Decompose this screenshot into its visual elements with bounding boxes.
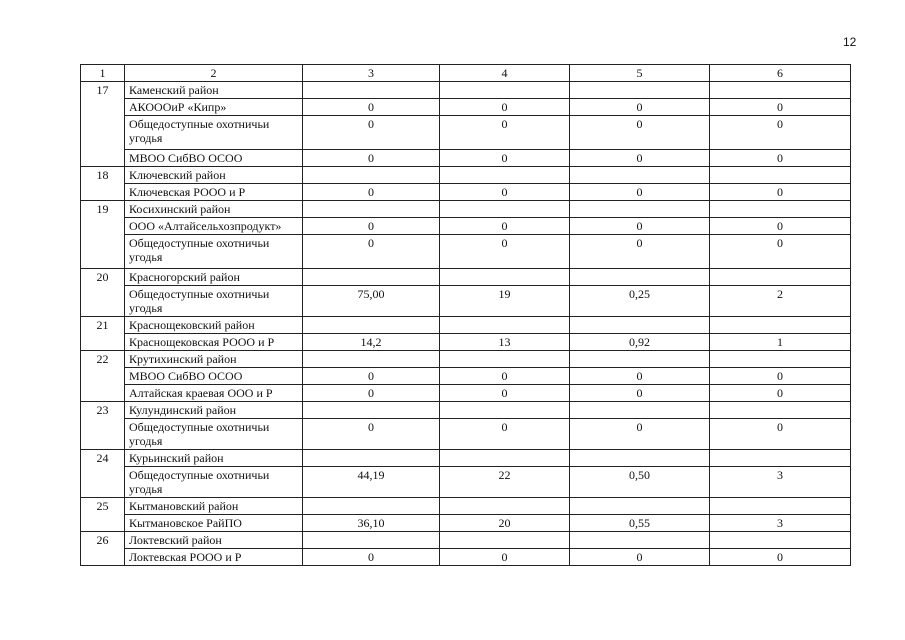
- value-cell-c4: 0: [440, 99, 570, 116]
- empty-cell: [303, 532, 440, 549]
- value-cell-c5: 0,50: [570, 467, 710, 498]
- value-cell-c6: 1: [710, 334, 851, 351]
- empty-cell: [440, 450, 570, 467]
- table-row: [81, 368, 851, 385]
- value-cell-c4: 0: [440, 549, 570, 566]
- value-cell-c5: 0: [570, 218, 710, 235]
- value-cell-c4: 20: [440, 515, 570, 532]
- column-header: 3: [303, 65, 440, 82]
- district-row: [81, 402, 851, 419]
- district-row: [81, 82, 851, 99]
- empty-cell: [710, 317, 851, 334]
- empty-cell: [570, 82, 710, 99]
- column-header: 1: [81, 65, 125, 82]
- organization-name: Общедоступные охотничьи угодья: [125, 467, 303, 498]
- value-cell-c5: 0: [570, 99, 710, 116]
- empty-cell: [710, 402, 851, 419]
- table-row: [81, 334, 851, 351]
- value-cell-c5: 0: [570, 116, 710, 150]
- empty-cell: [303, 201, 440, 218]
- district-row: [81, 351, 851, 368]
- row-number: 18: [81, 167, 125, 201]
- district-name: Локтевский район: [125, 532, 303, 549]
- organization-name: Локтевская РООО и Р: [125, 549, 303, 566]
- value-cell-c3: 0: [303, 385, 440, 402]
- empty-cell: [303, 82, 440, 99]
- value-cell-c6: 3: [710, 467, 851, 498]
- table-row: [81, 150, 851, 167]
- district-row: [81, 167, 851, 184]
- empty-cell: [570, 450, 710, 467]
- value-cell-c3: 0: [303, 99, 440, 116]
- value-cell-c3: 0: [303, 184, 440, 201]
- empty-cell: [570, 317, 710, 334]
- column-header: 4: [440, 65, 570, 82]
- value-cell-c4: 0: [440, 419, 570, 450]
- empty-cell: [570, 269, 710, 286]
- value-cell-c6: 0: [710, 385, 851, 402]
- value-cell-c6: 0: [710, 116, 851, 150]
- district-name: Кулундинский район: [125, 402, 303, 419]
- empty-cell: [440, 498, 570, 515]
- empty-cell: [440, 402, 570, 419]
- value-cell-c3: 75,00: [303, 286, 440, 317]
- row-number: 23: [81, 402, 125, 450]
- value-cell-c3: 0: [303, 549, 440, 566]
- district-name: Косихинский район: [125, 201, 303, 218]
- organization-name: Общедоступные охотничьи угодья: [125, 116, 303, 150]
- value-cell-c4: 13: [440, 334, 570, 351]
- empty-cell: [440, 317, 570, 334]
- hunting-grounds-table: [80, 64, 851, 566]
- empty-cell: [710, 269, 851, 286]
- district-name: Крутихинский район: [125, 351, 303, 368]
- table-row: [81, 419, 851, 450]
- organization-name: Ключевская РООО и Р: [125, 184, 303, 201]
- empty-cell: [303, 498, 440, 515]
- table-row: [81, 515, 851, 532]
- value-cell-c6: 0: [710, 184, 851, 201]
- district-name: Ключевский район: [125, 167, 303, 184]
- value-cell-c6: 0: [710, 150, 851, 167]
- table-row: [81, 184, 851, 201]
- organization-name: Общедоступные охотничьи угодья: [125, 419, 303, 450]
- district-name: Красногорский район: [125, 269, 303, 286]
- table-row: [81, 99, 851, 116]
- column-header: 6: [710, 65, 851, 82]
- empty-cell: [710, 532, 851, 549]
- value-cell-c3: 44,19: [303, 467, 440, 498]
- empty-cell: [303, 269, 440, 286]
- table-row: [81, 235, 851, 269]
- value-cell-c6: 0: [710, 99, 851, 116]
- value-cell-c6: 0: [710, 218, 851, 235]
- value-cell-c5: 0: [570, 549, 710, 566]
- organization-name: МВОО СибВО ОСОО: [125, 368, 303, 385]
- value-cell-c4: 19: [440, 286, 570, 317]
- value-cell-c5: 0: [570, 385, 710, 402]
- empty-cell: [440, 82, 570, 99]
- value-cell-c4: 0: [440, 368, 570, 385]
- empty-cell: [710, 82, 851, 99]
- value-cell-c4: 0: [440, 218, 570, 235]
- organization-name: Общедоступные охотничьи угодья: [125, 235, 303, 269]
- value-cell-c6: 0: [710, 549, 851, 566]
- organization-name: АКОООиР «Кипр»: [125, 99, 303, 116]
- empty-cell: [440, 532, 570, 549]
- value-cell-c4: 0: [440, 235, 570, 269]
- value-cell-c5: 0: [570, 368, 710, 385]
- column-header: 2: [125, 65, 303, 82]
- value-cell-c5: 0: [570, 150, 710, 167]
- district-row: [81, 450, 851, 467]
- row-number: 17: [81, 82, 125, 167]
- empty-cell: [440, 167, 570, 184]
- empty-cell: [570, 498, 710, 515]
- value-cell-c3: 0: [303, 116, 440, 150]
- empty-cell: [303, 167, 440, 184]
- empty-cell: [303, 351, 440, 368]
- district-row: [81, 269, 851, 286]
- row-number: 24: [81, 450, 125, 498]
- organization-name: МВОО СибВО ОСОО: [125, 150, 303, 167]
- organization-name: ООО «Алтайсельхозпродукт»: [125, 218, 303, 235]
- empty-cell: [303, 402, 440, 419]
- empty-cell: [440, 351, 570, 368]
- value-cell-c3: 0: [303, 235, 440, 269]
- value-cell-c3: 0: [303, 218, 440, 235]
- table-row: [81, 218, 851, 235]
- column-header-row: [81, 65, 851, 82]
- row-number: 20: [81, 269, 125, 317]
- row-number: 22: [81, 351, 125, 402]
- empty-cell: [570, 201, 710, 218]
- empty-cell: [303, 317, 440, 334]
- district-row: [81, 532, 851, 549]
- empty-cell: [710, 498, 851, 515]
- value-cell-c4: 0: [440, 116, 570, 150]
- column-header: 5: [570, 65, 710, 82]
- district-row: [81, 317, 851, 334]
- empty-cell: [710, 450, 851, 467]
- empty-cell: [710, 201, 851, 218]
- value-cell-c3: 36,10: [303, 515, 440, 532]
- value-cell-c5: 0: [570, 235, 710, 269]
- value-cell-c4: 22: [440, 467, 570, 498]
- value-cell-c6: 3: [710, 515, 851, 532]
- empty-cell: [570, 532, 710, 549]
- value-cell-c4: 0: [440, 184, 570, 201]
- row-number: 19: [81, 201, 125, 269]
- row-number: 25: [81, 498, 125, 532]
- district-row: [81, 498, 851, 515]
- district-name: Каменский район: [125, 82, 303, 99]
- district-row: [81, 201, 851, 218]
- value-cell-c3: 14,2: [303, 334, 440, 351]
- row-number: 21: [81, 317, 125, 351]
- value-cell-c4: 0: [440, 385, 570, 402]
- value-cell-c5: 0,25: [570, 286, 710, 317]
- value-cell-c3: 0: [303, 150, 440, 167]
- empty-cell: [710, 167, 851, 184]
- table-row: [81, 549, 851, 566]
- empty-cell: [570, 351, 710, 368]
- value-cell-c5: 0,92: [570, 334, 710, 351]
- table-row: [81, 467, 851, 498]
- organization-name: Краснощековская РООО и Р: [125, 334, 303, 351]
- district-name: Кытмановский район: [125, 498, 303, 515]
- value-cell-c6: 0: [710, 419, 851, 450]
- organization-name: Кытмановское РайПО: [125, 515, 303, 532]
- empty-cell: [440, 201, 570, 218]
- empty-cell: [303, 450, 440, 467]
- value-cell-c6: 2: [710, 286, 851, 317]
- value-cell-c4: 0: [440, 150, 570, 167]
- organization-name: Алтайская краевая ООО и Р: [125, 385, 303, 402]
- value-cell-c6: 0: [710, 235, 851, 269]
- table-row: [81, 385, 851, 402]
- value-cell-c6: 0: [710, 368, 851, 385]
- table-row: [81, 116, 851, 150]
- row-number: 26: [81, 532, 125, 566]
- district-name: Краснощековский район: [125, 317, 303, 334]
- empty-cell: [570, 167, 710, 184]
- empty-cell: [440, 269, 570, 286]
- value-cell-c5: 0: [570, 184, 710, 201]
- page-number: 12: [843, 35, 857, 49]
- value-cell-c3: 0: [303, 419, 440, 450]
- value-cell-c3: 0: [303, 368, 440, 385]
- empty-cell: [710, 351, 851, 368]
- organization-name: Общедоступные охотничьи угодья: [125, 286, 303, 317]
- value-cell-c5: 0,55: [570, 515, 710, 532]
- value-cell-c5: 0: [570, 419, 710, 450]
- district-name: Курьинский район: [125, 450, 303, 467]
- empty-cell: [570, 402, 710, 419]
- table-row: [81, 286, 851, 317]
